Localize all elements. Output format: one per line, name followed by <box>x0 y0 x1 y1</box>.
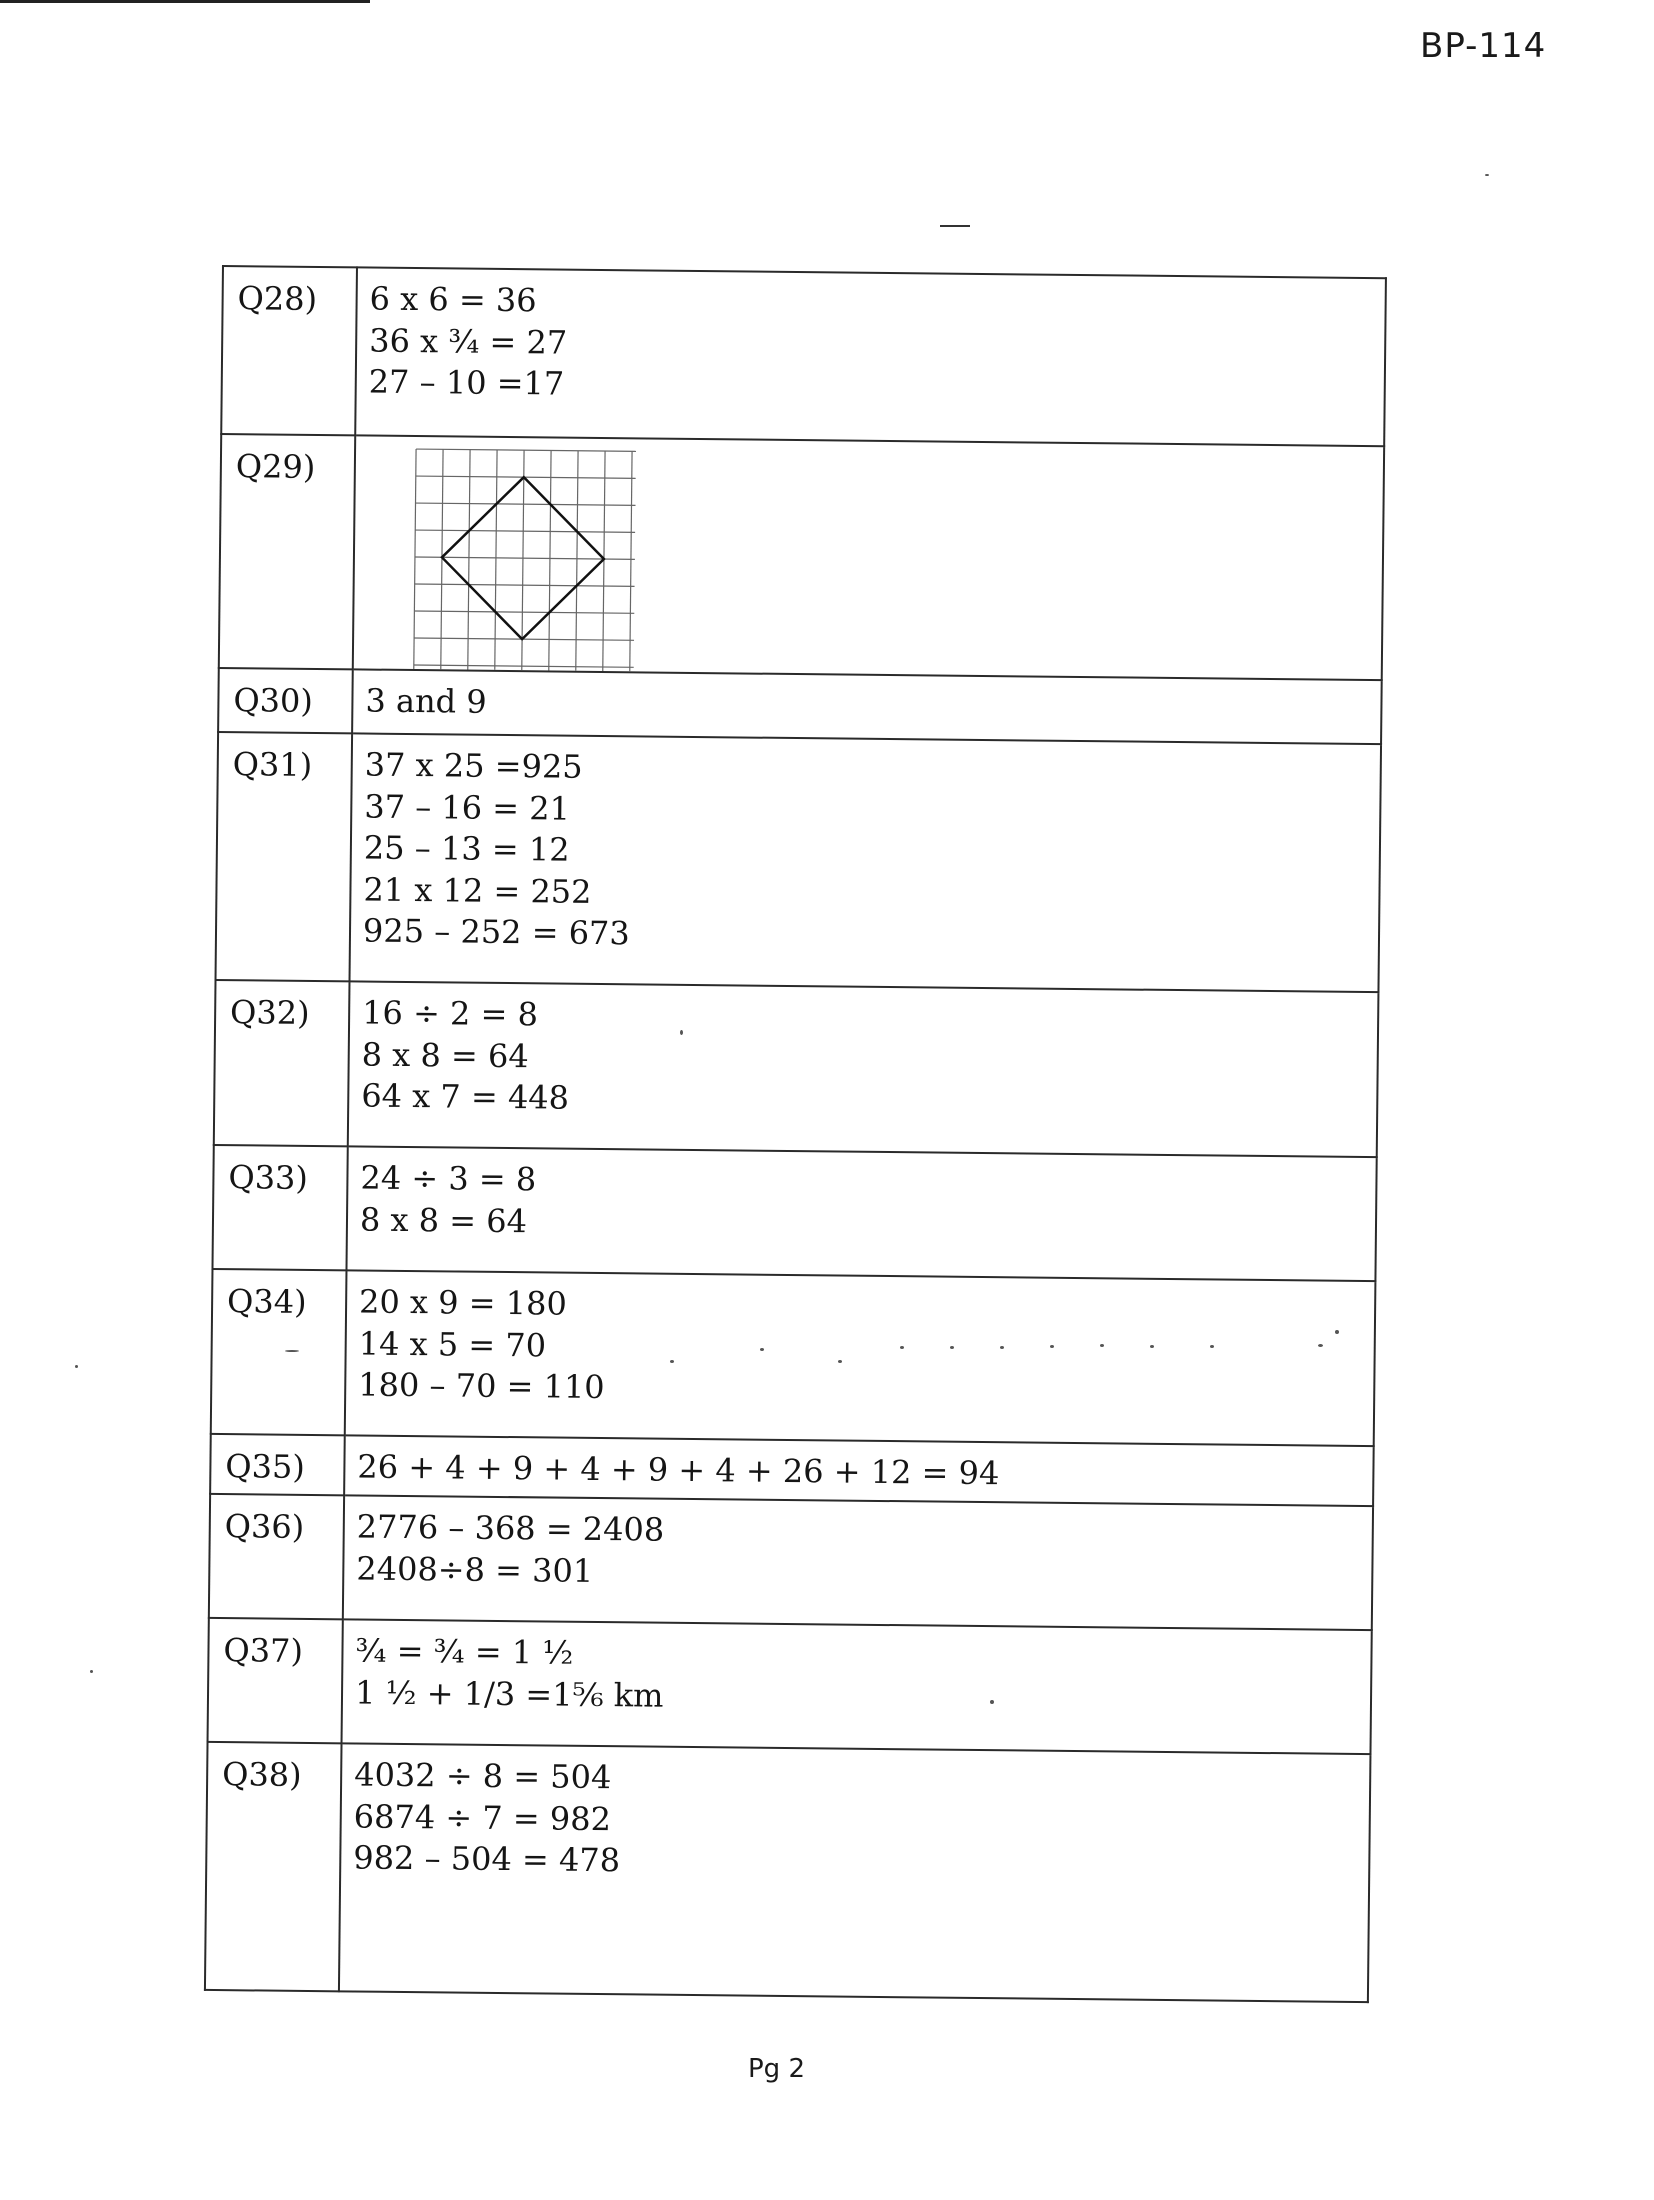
grid-figure <box>354 436 1383 679</box>
document-code: BP-114 <box>1420 26 1547 66</box>
answer-line: 4032 ÷ 8 = 504 <box>354 1755 612 1797</box>
question-label: Q28) <box>221 266 357 435</box>
answer-line: 27 – 10 =17 <box>368 362 565 403</box>
answer-cell <box>350 733 1382 992</box>
question-label: Q34) <box>211 1269 347 1435</box>
scan-speck <box>90 1670 93 1673</box>
scan-speck <box>1485 174 1489 176</box>
answer-cell <box>339 1743 1371 2002</box>
answer-line: 36 x ¾ = 27 <box>369 321 568 362</box>
answer-line: 982 – 504 = 478 <box>353 1838 621 1880</box>
answer-line: 3 and 9 <box>365 681 487 721</box>
table-row <box>212 1145 1376 1281</box>
answer-cell <box>345 1270 1376 1446</box>
question-label: Q33) <box>212 1145 347 1270</box>
table-row <box>221 266 1386 446</box>
table-row <box>209 1494 1373 1630</box>
answer-line: 24 ÷ 3 = 8 <box>360 1158 537 1199</box>
answer-line: 180 – 70 = 110 <box>358 1365 605 1407</box>
answer-line: 2408÷8 = 301 <box>356 1548 594 1590</box>
table-row <box>211 1269 1376 1446</box>
answer-cell <box>342 1619 1372 1754</box>
answer-cell <box>343 1495 1373 1630</box>
answer-line: 14 x 5 = 70 <box>358 1323 547 1364</box>
answer-line: 2776 – 368 = 2408 <box>356 1507 665 1549</box>
table-row <box>218 668 1382 744</box>
top-edge-rule <box>0 0 370 3</box>
square-on-grid-figure <box>412 447 636 671</box>
answer-line: 20 x 9 = 180 <box>358 1282 568 1323</box>
answer-line: 37 – 16 = 21 <box>364 787 571 828</box>
question-label: Q36) <box>209 1494 344 1619</box>
answer-line: 25 – 13 = 12 <box>363 828 570 869</box>
table-row <box>214 980 1379 1157</box>
answer-cell <box>353 435 1384 680</box>
answer-line: 1 ½ + 1/3 =1⅚ km <box>354 1672 664 1715</box>
stray-dash-mark <box>940 225 970 227</box>
answer-line: 26 + 4 + 9 + 4 + 9 + 4 + 26 + 12 = 94 <box>357 1447 1000 1493</box>
question-label: Q35) <box>210 1434 345 1495</box>
answer-line: 8 x 8 = 64 <box>361 1035 529 1075</box>
question-label: Q29) <box>219 434 355 669</box>
question-label: Q30) <box>218 668 353 733</box>
answer-line: 16 ÷ 2 = 8 <box>361 993 539 1034</box>
table-row <box>216 732 1382 992</box>
answer-line: ¾ = ¾ = 1 ½ <box>355 1631 574 1672</box>
question-label: Q37) <box>208 1618 343 1743</box>
table-row <box>208 1618 1372 1754</box>
question-label: Q38) <box>205 1742 342 1991</box>
question-label: Q32) <box>214 980 350 1146</box>
answer-line: 8 x 8 = 64 <box>359 1199 528 1240</box>
table-row <box>219 434 1384 680</box>
answer-cell <box>355 267 1386 446</box>
answer-line: 925 – 252 = 673 <box>362 911 630 953</box>
answer-line: 21 x 12 = 252 <box>363 870 592 911</box>
answer-cell <box>346 1146 1376 1281</box>
answer-line: 6874 ÷ 7 = 982 <box>353 1796 612 1838</box>
table-row <box>205 1742 1371 2002</box>
answer-table <box>204 265 1387 2003</box>
answer-line: 37 x 25 =925 <box>364 745 583 786</box>
answer-line: 6 x 6 = 36 <box>369 279 537 320</box>
answer-cell <box>348 981 1379 1157</box>
answer-line: 64 x 7 = 448 <box>361 1076 570 1117</box>
answer-cell <box>344 1435 1374 1506</box>
answer-cell <box>352 669 1382 744</box>
question-label: Q31) <box>216 732 353 981</box>
scan-speck <box>75 1365 78 1368</box>
page-number: Pg 2 <box>748 2054 805 2084</box>
